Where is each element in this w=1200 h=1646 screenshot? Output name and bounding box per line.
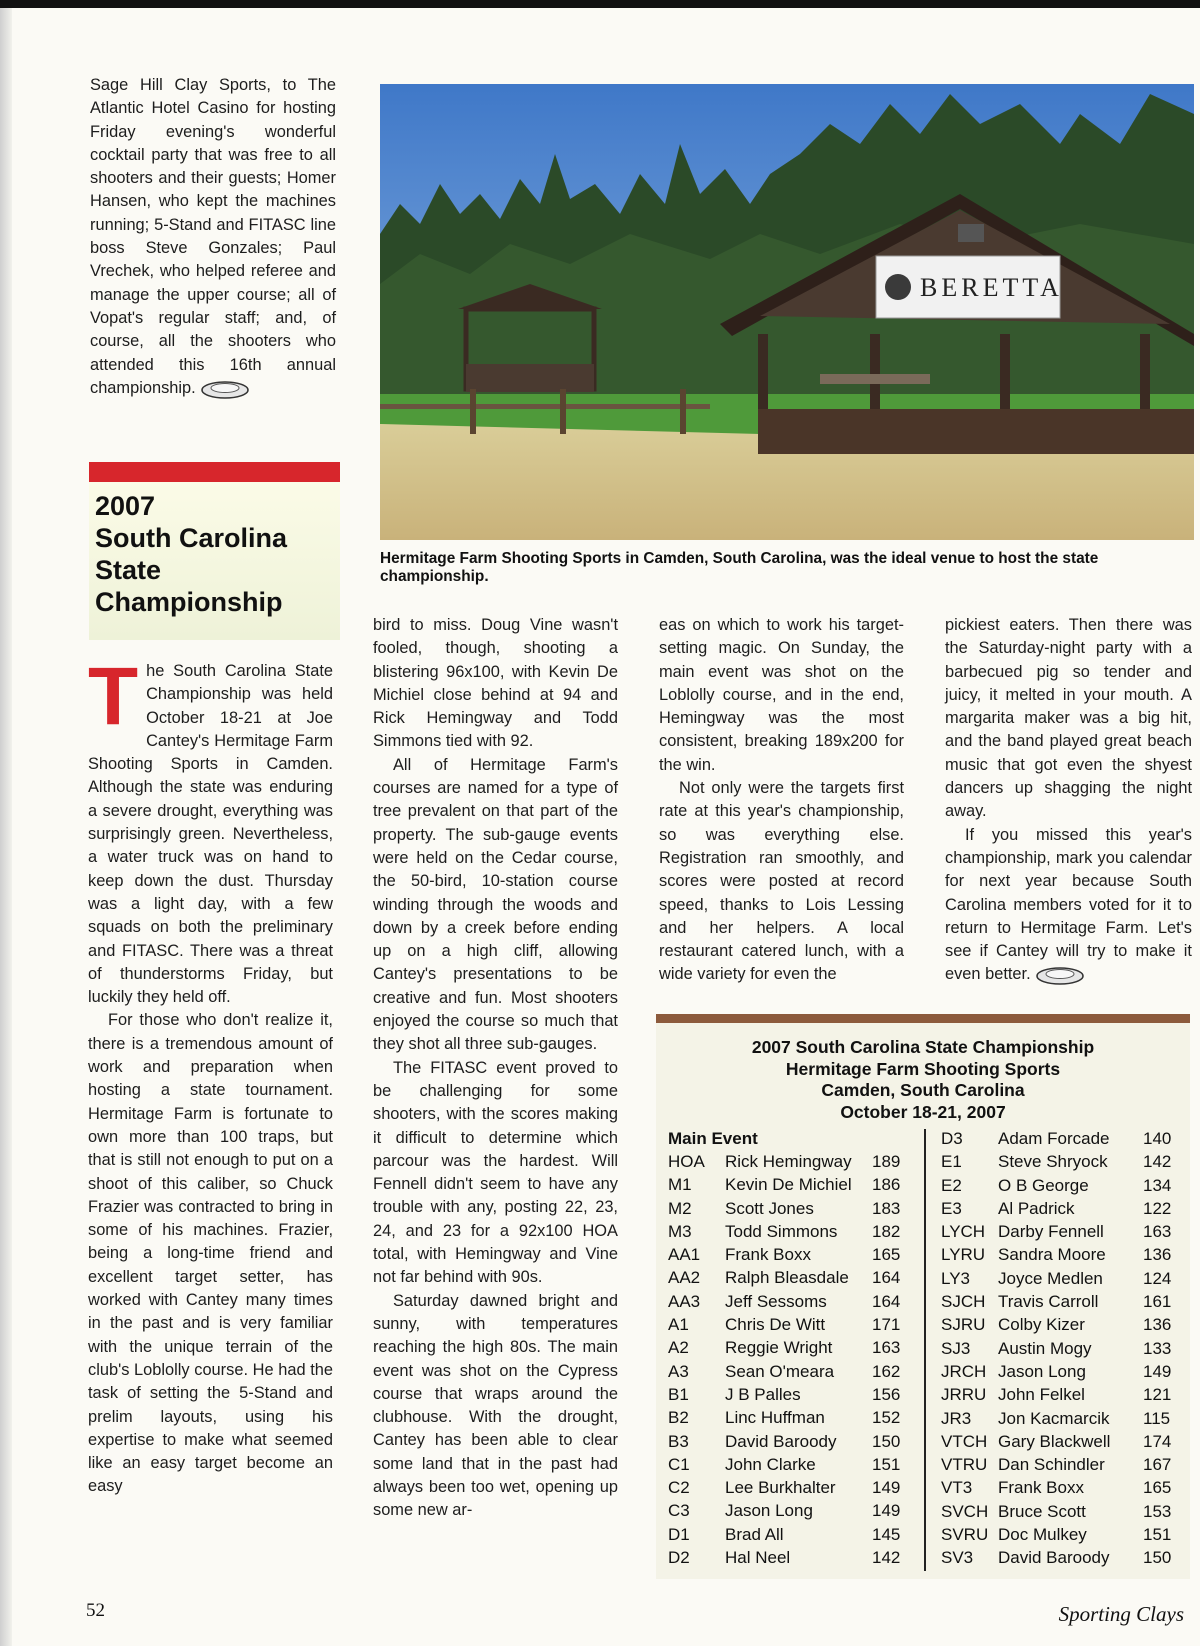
class-code: VT3: [941, 1478, 973, 1498]
shooter-name: Chris De Witt: [725, 1315, 826, 1335]
paragraph: If you missed this year's championship, mark you calendar for next year because South Carolina members voted for it to return to Hermitage Farm. Let's see if Cantey will try to make it even better.: [945, 825, 1192, 984]
results-row: [668, 1360, 901, 1383]
shooter-name: Adam Forcade: [998, 1129, 1110, 1148]
score: 174: [1143, 1431, 1172, 1451]
top-edge-bar: [0, 0, 1200, 8]
score: 121: [1143, 1385, 1172, 1405]
results-row: [668, 1430, 901, 1453]
shooter-name: David Baroody: [725, 1431, 837, 1451]
results-row: [668, 1499, 901, 1522]
shooter-name: Reggie Wright: [725, 1338, 833, 1358]
class-code: M2: [668, 1198, 692, 1218]
results-row: [941, 1476, 1181, 1499]
results-row: [668, 1266, 901, 1289]
shooter-name: Todd Simmons: [725, 1221, 838, 1241]
results-row: [668, 1336, 901, 1359]
article-column-1: [88, 651, 333, 1499]
class-code: SJCH: [941, 1292, 986, 1312]
class-code: AA1: [668, 1245, 701, 1265]
results-row: [668, 1290, 901, 1313]
venue-illustration: [380, 84, 1194, 540]
shooter-name: Jason Long: [998, 1361, 1086, 1381]
headline-accent-bar: [89, 462, 340, 482]
score: 142: [872, 1548, 901, 1568]
score: 186: [872, 1175, 901, 1195]
shooter-name: Jon Kacmarcik: [998, 1408, 1110, 1428]
column-divider: [924, 1129, 926, 1571]
score: 182: [872, 1221, 901, 1241]
paragraph: The FITASC event proved to be challenging for some shooters, with the scores making it difficult to determine which parcour was the hardest. Will Fennell didn't seem to have any trouble with any, posting 22, 23, 24, and 23 for a 92x100 HOA total, with Hemingway and Vine not far behind with 90s.: [373, 1058, 618, 1287]
class-code: C3: [668, 1501, 690, 1521]
paragraph: pickiest eaters. Then there was the Saturday-night party with a barbecued pig so tender and juicy, it melted in your mouth. A margarita maker was a big hit, and the band played great beach music that got even the shyest dancers up shagging the night away.: [945, 616, 1192, 821]
class-code: SVRU: [941, 1525, 989, 1545]
score: 149: [1143, 1361, 1172, 1381]
results-row: [941, 1290, 1181, 1313]
class-code: M3: [668, 1221, 692, 1241]
results-row: [941, 1337, 1181, 1360]
class-code: LYCH: [941, 1222, 986, 1242]
paragraph: eas on which to work his target-setting magic. On Sunday, the main event was shot on the Loblolly course, and in the end, Hemingway was the most consistent, breaking 189x200 for the win.: [659, 616, 904, 774]
score: 136: [1143, 1315, 1172, 1335]
shooter-name: John Felkel: [998, 1385, 1085, 1405]
class-code: D2: [668, 1548, 690, 1568]
results-row: [941, 1313, 1181, 1336]
results-row: [668, 1173, 901, 1196]
class-code: SJ3: [941, 1338, 971, 1358]
results-row: [668, 1150, 901, 1173]
class-code: E3: [941, 1198, 962, 1218]
score: 150: [1143, 1548, 1172, 1568]
score: 140: [1143, 1129, 1172, 1148]
shooter-name: Lee Burkhalter: [725, 1478, 836, 1498]
class-code: A1: [668, 1315, 689, 1335]
score: 133: [1143, 1338, 1172, 1358]
results-accent-bar: [656, 1014, 1190, 1023]
shooter-name: Brad All: [725, 1524, 784, 1544]
class-code: JRRU: [941, 1385, 987, 1405]
sign-text: BERETTA: [920, 273, 1063, 302]
shooter-name: Al Padrick: [998, 1198, 1075, 1218]
class-code: B3: [668, 1431, 689, 1451]
paragraph: Not only were the targets first rate at this year's championship, so was everything else. Registration ran smoothly, and scores were posted at record speed, thanks to Lois Lessing and her helpers. A local restaurant catered lunch, with a wide variety for even the: [659, 779, 904, 984]
class-code: E1: [941, 1152, 962, 1172]
class-code: E2: [941, 1175, 962, 1195]
score: 171: [872, 1315, 901, 1335]
shooter-name: Colby Kizer: [998, 1315, 1085, 1335]
shooter-name: Dan Schindler: [998, 1455, 1105, 1475]
score: 149: [872, 1501, 901, 1521]
score: 156: [872, 1384, 901, 1404]
results-row: [668, 1243, 901, 1266]
score: 122: [1143, 1198, 1172, 1218]
results-row: [941, 1523, 1181, 1546]
score: 165: [872, 1245, 901, 1265]
photo-caption: Hermitage Farm Shooting Sports in Camden, South Carolina, was the ideal venue to host the state championship.: [380, 550, 1099, 585]
class-code: VTCH: [941, 1431, 988, 1451]
results-row: [941, 1546, 1181, 1569]
intro-column: [90, 74, 336, 400]
results-row: [668, 1523, 901, 1546]
results-row: [668, 1220, 901, 1243]
results-row: [668, 1476, 901, 1499]
score: 163: [1143, 1222, 1172, 1242]
class-code: C2: [668, 1478, 690, 1498]
class-code: AA3: [668, 1291, 701, 1311]
shooter-name: Ralph Bleasdale: [725, 1268, 849, 1288]
results-row: [941, 1127, 1181, 1150]
score: 115: [1143, 1408, 1171, 1428]
shooter-name: Sandra Moore: [998, 1245, 1106, 1265]
results-row: [941, 1267, 1181, 1290]
class-code: A2: [668, 1338, 689, 1358]
intro-text: Sage Hill Clay Sports, to The Atlantic Hotel Casino for hosting Friday evening's wonderful cocktail party that was free to all shooters and their guests; Homer Hansen, who kept the machines running; 5-Stand and FITASC line boss Steve Gonzales; Paul Vrechek, who helped referee and manage the upper course; all of Vopat's regular staff; and, of course, all the shooters who attended this 16th annual championship.: [90, 76, 336, 397]
shooter-name: J B Palles: [725, 1384, 801, 1404]
shooter-name: Darby Fennell: [998, 1222, 1104, 1242]
class-code: C1: [668, 1454, 690, 1474]
shooter-name: Austin Mogy: [998, 1338, 1092, 1358]
results-row: [941, 1407, 1181, 1430]
score: 134: [1143, 1175, 1172, 1195]
results-row: [941, 1453, 1181, 1476]
shooter-name: John Clarke: [725, 1454, 816, 1474]
shooter-name: Frank Boxx: [998, 1478, 1084, 1498]
class-code: B1: [668, 1384, 689, 1404]
score: 136: [1143, 1245, 1172, 1265]
results-row: [941, 1220, 1181, 1243]
article-title: 2007 South Carolina State Championship: [95, 491, 288, 617]
score: 161: [1143, 1292, 1172, 1312]
article-column-3: [659, 614, 904, 987]
score: 151: [872, 1454, 901, 1474]
shooter-name: David Baroody: [998, 1548, 1110, 1568]
article-column-4: [945, 614, 1192, 987]
class-code: A3: [668, 1361, 689, 1381]
score: 142: [1143, 1152, 1172, 1172]
results-row: [941, 1360, 1181, 1383]
class-code: HOA: [668, 1152, 705, 1171]
score: 124: [1143, 1268, 1172, 1288]
class-code: VTRU: [941, 1455, 988, 1475]
score: 189: [872, 1152, 901, 1171]
shooter-name: Rick Hemingway: [725, 1152, 852, 1171]
score: 165: [1143, 1478, 1172, 1498]
class-code: SV3: [941, 1548, 974, 1568]
class-code: JR3: [941, 1408, 972, 1428]
shooter-name: O B George: [998, 1175, 1089, 1195]
clay-target-icon: [1035, 965, 1085, 985]
shooter-name: Gary Blackwell: [998, 1431, 1111, 1451]
class-code: LYRU: [941, 1245, 986, 1265]
shooter-name: Doc Mulkey: [998, 1525, 1087, 1545]
score: 151: [1143, 1525, 1172, 1545]
shooter-name: Steve Shryock: [998, 1152, 1108, 1172]
shooter-name: Scott Jones: [725, 1198, 814, 1218]
drop-cap: T: [88, 651, 139, 742]
results-row: [941, 1383, 1181, 1406]
class-code: SJRU: [941, 1315, 986, 1335]
page-number: 52: [86, 1600, 105, 1621]
score: 162: [872, 1361, 901, 1381]
paragraph: bird to miss. Doug Vine wasn't fooled, though, shooting a blistering 96x100, with Kevin De Michiel close behind at 94 and Rick Hemingway and Todd Simmons tied with 92.: [373, 616, 618, 751]
score: 163: [872, 1338, 901, 1358]
results-row: [941, 1430, 1181, 1453]
results-row: [668, 1453, 901, 1476]
results-row: [941, 1197, 1181, 1220]
results-row: [668, 1406, 901, 1429]
article-column-2: [373, 614, 618, 1523]
class-code: SVCH: [941, 1501, 989, 1521]
class-code: D1: [668, 1524, 690, 1544]
results-list-right: [941, 1127, 1181, 1570]
score: 183: [872, 1198, 901, 1218]
paragraph: he South Carolina State Championship was held October 18-21 at Joe Cantey's Hermitage Farm Shooting Sports in Camden. Although the state was enduring a severe drought, everything was surprisingly green. Nevertheless, a water truck was on hand to keep down the dust. Thursday was a light day, with a few squads on both the preliminary and FITASC. There was a threat of thunderstorms Friday, but luckily they held off.: [88, 662, 333, 1007]
venue-photo: [380, 84, 1194, 540]
results-row: [668, 1546, 901, 1569]
shooter-name: Bruce Scott: [998, 1501, 1086, 1521]
score: 153: [1143, 1501, 1172, 1521]
results-row: [941, 1243, 1181, 1266]
class-code: M1: [668, 1175, 692, 1195]
shooter-name: Jeff Sessoms: [725, 1291, 827, 1311]
shooter-name: Sean O'meara: [725, 1361, 835, 1381]
results-row: [668, 1383, 901, 1406]
results-row: [668, 1197, 901, 1220]
class-code: JRCH: [941, 1361, 987, 1381]
class-code: D3: [941, 1129, 963, 1148]
score: 145: [872, 1524, 901, 1544]
shooter-name: Travis Carroll: [998, 1292, 1099, 1312]
paragraph: All of Hermitage Farm's courses are named for a type of tree prevalent on that part of the property. The sub-gauge events were held on the Cedar course, the 50-bird, 10-station course winding through the woods and down by a creek before ending up on a high cliff, allowing Cantey's presentations to be creative and fun. Most shooters enjoyed the course so much that they shot all three sub-gauges.: [373, 755, 618, 1054]
clay-target-icon: [200, 379, 250, 399]
headline-box: [89, 482, 340, 640]
score: 167: [1143, 1455, 1172, 1475]
results-row: [941, 1174, 1181, 1197]
shooter-name: Hal Neel: [725, 1548, 791, 1568]
magazine-name: Sporting Clays: [1058, 1602, 1184, 1626]
shooter-name: Jason Long: [725, 1501, 813, 1521]
results-row: [941, 1150, 1181, 1173]
class-code: B2: [668, 1408, 689, 1428]
score: 150: [872, 1431, 901, 1451]
shooter-name: Frank Boxx: [725, 1245, 811, 1265]
results-list-left: [668, 1150, 901, 1569]
score: 164: [872, 1291, 901, 1311]
paragraph: For those who don't realize it, there is a tremendous amount of work and preparation when hosting a state tournament. Hermitage Farm is fortunate to own more than 100 traps, but that is still not enough to put on a shoot of this caliber, so Chuck Frazier was contracted to bring in some of his machines. Frazier, being a long-time friend and excellent target setter, has worked with Cantey many times in the past and is very familiar with the unique terrain of the club's Loblolly course. He had the task of setting the 5-Stand and prelim layouts, using his expertise to make what seemed like an easy target become an easy: [88, 1011, 333, 1496]
results-title: 2007 South Carolina State Championship Hermitage Farm Shooting Sports Camden, South Carolina October 18-21, 2007: [751, 1037, 1095, 1122]
results-row: [668, 1313, 901, 1336]
results-sidebar: [656, 1023, 1190, 1579]
score: 152: [872, 1408, 901, 1428]
score: 149: [872, 1478, 901, 1498]
page-gutter: [0, 8, 12, 1646]
shooter-name: Kevin De Michiel: [725, 1175, 852, 1195]
score: 164: [872, 1268, 901, 1288]
paragraph: Saturday dawned bright and sunny, with temperatures reaching the high 80s. The main event was shot on the Cypress course that wraps around the clubhouse. With the drought, Cantey has been able to clear some land that in the past had always been too wet, opening up some new ar-: [373, 1291, 618, 1520]
class-code: LY3: [941, 1268, 970, 1288]
results-row: [941, 1500, 1181, 1523]
shooter-name: Linc Huffman: [725, 1408, 825, 1428]
main-event-label: Main Event: [668, 1129, 758, 1148]
shooter-name: Joyce Medlen: [998, 1268, 1103, 1288]
class-code: AA2: [668, 1268, 701, 1288]
